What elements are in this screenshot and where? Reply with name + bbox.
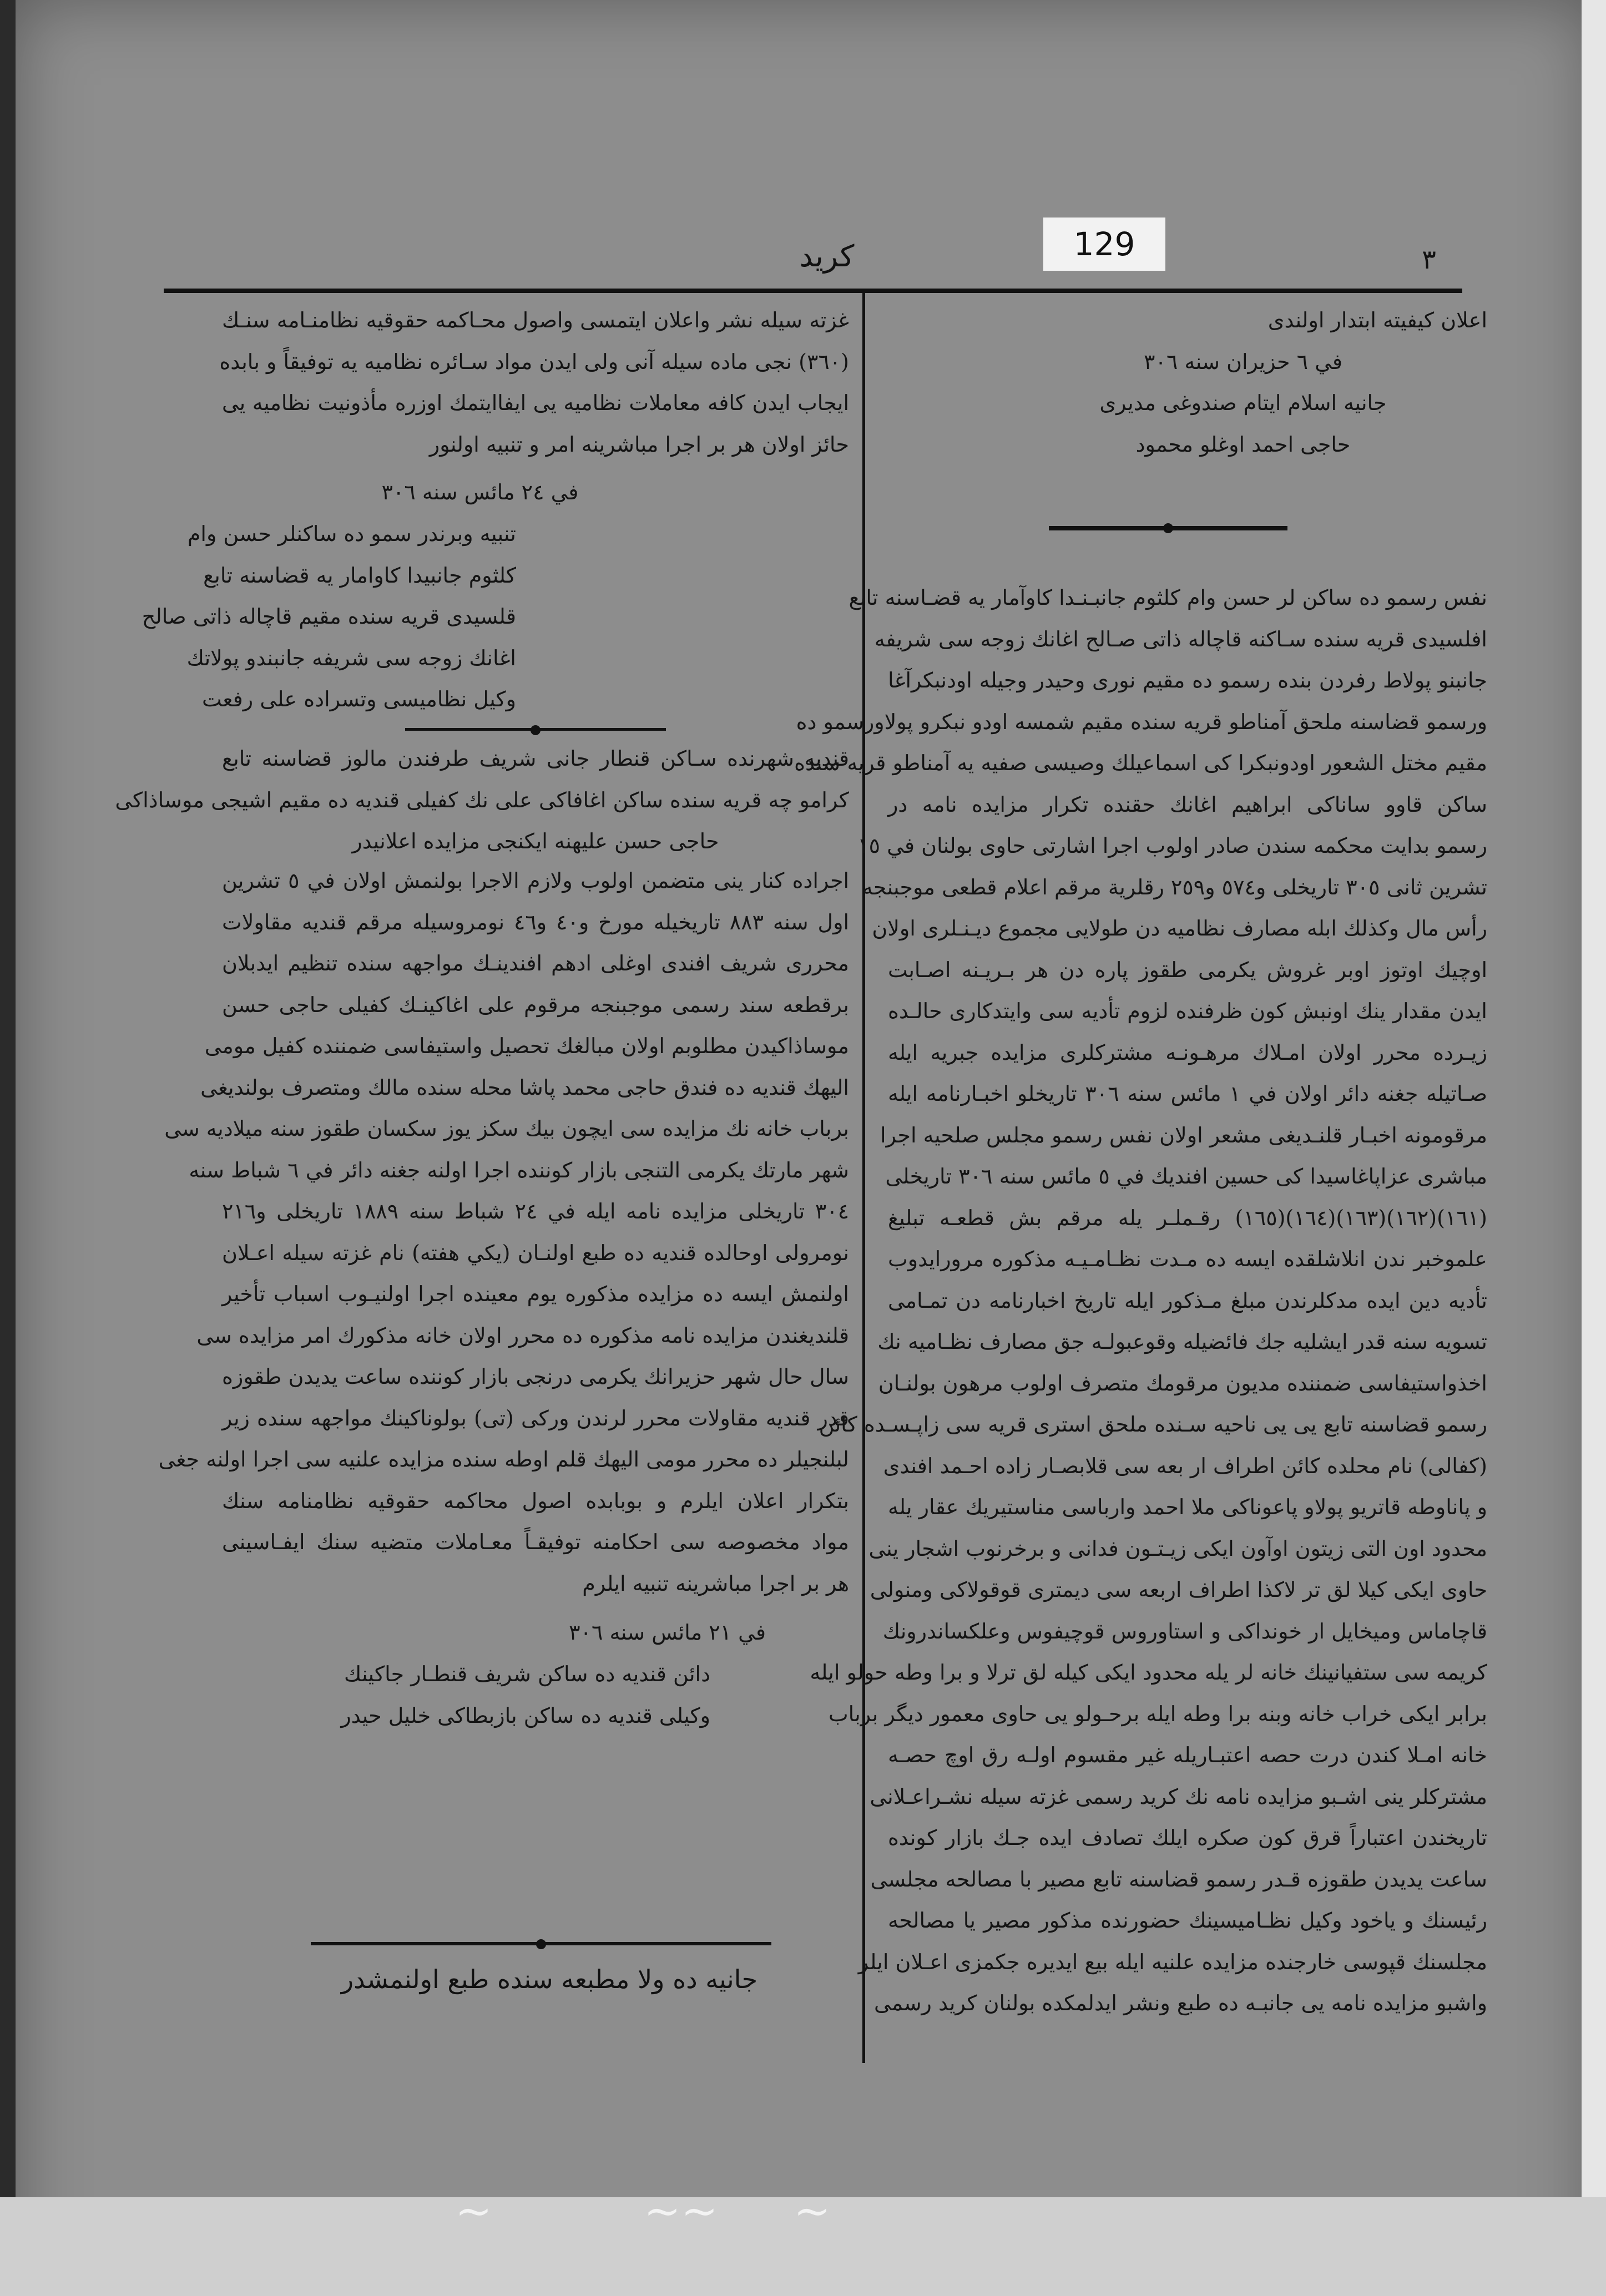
ornament-divider	[405, 728, 666, 731]
notice-title: اعلان كيفيته ابتدار اولندی	[1267, 308, 1487, 332]
text-line: تأديه دين ايده مدكلرندن مبلغ مـذكور ايله تاريخ اخبارنامه دن تمـامی	[888, 1288, 1487, 1313]
text-line: برقطعه سند رسمی موجبنجه مرقوم علی اغاكينـك كفيلی حاجی حسن	[222, 992, 849, 1017]
heading-line: كرامو چه قريه سنده ساكن اغافاكی علی نك كفيلی قنديه ده مقيم اشيجی موساذاكی	[115, 787, 849, 812]
scan-artifact: ~	[794, 2185, 831, 2237]
text-line: محدود اون التی زيتون اوآون ايكی زيـتـون فدانی و برخرنوب اشجار ينی	[868, 1536, 1487, 1561]
left-signatories	[142, 513, 849, 720]
scan-artifact: ~~	[644, 2185, 719, 2237]
text-line: مواد مخصوصه سی احكامنه توفيقـاً معـاملات متضيه سنك ايفـاسينی	[222, 1530, 849, 1554]
left-second-head	[115, 738, 849, 862]
text-line: و پاناوطه قاتريو پولاو پاعوناكی ملا احمد وارباسی مناستيريك عقار يله	[888, 1495, 1487, 1519]
notice-signer: حاجی احمد اوغلو محمود	[1135, 432, 1351, 457]
text-line: (١٦١)(١٦٢)(١٦٣)(١٦٤)(١٦٥) رقـملـر يله مرقم بش قطعـه تبليغ	[888, 1205, 1487, 1230]
printing-house-imprint: جانيه ده ولا مطبعه سنده طبع اولنمشدر	[341, 1964, 758, 1994]
header-rule	[164, 289, 1462, 293]
text-line: اولنمش ايسه ده مزايده مذكوره يوم معينده اجرا اولنيـوب اسباب تأخير	[222, 1282, 849, 1306]
text-line: اجراده كنار ينی متضمن اولوب ولازم الاجرا بولنمش اولان في ٥ تشرين	[222, 868, 850, 893]
text-line: اخذواستيفاسی ضمننده مديون مرقومك متصرف اولوب مرهون بولنـان	[878, 1370, 1487, 1395]
text-line: غزته سيله نشر واعلان ايتمسی واصول محـاكمه حقوقيه نظامنـامه سنـك	[222, 308, 849, 332]
text-line: رسمو بدايت محكمه سندن صادر اولوب اجرا اشارتی حاوی بولنان في ١٥	[857, 833, 1487, 858]
text-line: (كفالی) نام محلده كائن اطراف ار بعه سی قلابصـار زاده احـمد افندی	[883, 1453, 1487, 1478]
date-line: في ٢٤ مائس سنه ٣٠٦	[381, 480, 579, 504]
text-line: سال حال شهر حزيرانك يكرمی درنجی بازار كوننده ساعت يديدن طقوزه	[222, 1364, 849, 1389]
text-line: مقيم مختل الشعور اودونبكرا كی اسماعيلك وصيسی صفيه يه آمناطو قريه سنده	[794, 751, 1487, 775]
signatory-line: كلثوم جانبيدا كاوامار يه قضاسنه تابع	[203, 563, 516, 588]
text-line: ساكن قاوو ساناكی ابراهيم اغانك حقنده تكرار مزايده نامه در	[888, 792, 1487, 817]
signatory-line: قلسيدی قريه سنده مقيم قاچاله ذاتی صالح	[142, 604, 516, 629]
text-line: محرری شريف افندی اوغلی ادهم افندينـك مواجهه سنده تنظيم ايدبلان	[222, 951, 849, 975]
text-line: افلسيدی قريه سنده سـاكنه قاچاله ذاتی صـالح اغانك زوجه سی شريفه	[874, 626, 1487, 651]
text-line: برباب خانه نك مزايده سی ايچون بيك سكز يوز سكسان طقوز سنه ميلاديه سی	[164, 1116, 849, 1141]
right-notice-head	[888, 300, 1487, 465]
text-line: اوچيك اوتوز اوبر غروش يكرمی طقوز پاره دن هر بـريـنه اصـابت	[888, 957, 1487, 982]
left-bottom-signature	[222, 1653, 849, 1736]
text-line: رسمو قضاسنه تابع يی يی ناحيه سـنده ملحق استری قريه سی زاپـسـده كائن	[819, 1412, 1487, 1437]
text-line: مجلسنك قپوسی خارجنده مزايده علنيه ايله بيع ايديره جكمزی اعـلان ايلر	[858, 1949, 1487, 1974]
text-line: علموخبر ندن انلاشلقده ايسه ده مـدت نظـامـيـه مذكوره مرورايدوب	[888, 1247, 1487, 1271]
left-column-body	[158, 860, 850, 1604]
text-line: رئيسنك و ياخود وكيل نظـاميسينك حضورنده مذكور مصير يا مصالحه	[888, 1908, 1487, 1933]
text-line: (٣٦٠) نجی ماده سيله آنی ولی ايدن مواد سـائره نظاميه يه توفيقاً و بابده	[219, 349, 849, 374]
text-line: نومرولی اوحالده قنديه ده طبع اولنـان (يكي هفته) نام غزته سيله اعـلان	[222, 1240, 849, 1265]
heading-line: قنديه شهرنده سـاكن قنطار جانی شريف طرفندن مالوز قضاسنه تابع	[222, 746, 849, 771]
text-line: كريمه سی ستفيانينك خانه لر يله محدود ايكی كيله لق ترلا و برا وطه حولو ايله	[810, 1660, 1487, 1685]
text-line: ورسمو قضاسنه ملحق آمناطو قريه سنده مقيم شمسه اودو نبكرو پولاورسمو ده	[796, 709, 1487, 734]
text-line: جانبنو پولاط رفردن بنده رسمو ده مقيم نوری وحيدر وجيله اودنبكرآغا	[888, 668, 1487, 692]
text-line: تاريخندن اعتباراً قرق كون صكره ايلك تصادف ايده جـك بازار كونده	[888, 1825, 1487, 1850]
text-line: اليهك قنديه ده فندق حاجی محمد پاشا محله سنده مالك ومتصرف بولنديغی	[200, 1075, 849, 1100]
masthead-title: كريد	[799, 239, 855, 274]
signature-line: دائن قنديه ده ساكن شريف قنطـار جاكينك	[344, 1662, 710, 1686]
text-line: زيـرده محرر اولان امـلاك مرهـونـه مشتركلری مزايده جبريه ايله	[888, 1040, 1487, 1065]
page-edge	[1582, 0, 1606, 2296]
text-line: واشبو مزايده نامه يی جانبـه ده طبع ونشر ايدلمكده بولنان كريد رسمی	[874, 1991, 1487, 2015]
scan-artifact: ~	[455, 2185, 493, 2237]
text-line: ٣٠٤ تاريخلی مزايده نامه ايله في ٢٤ شباط سنه ١٨٨٩ تاريخلی و٢١٦	[222, 1199, 849, 1223]
date-line: في ٢١ مائس سنه ٣٠٦	[569, 1620, 766, 1645]
text-line: شهر مارتك يكرمی التنجی بازار كوننده اجرا اولنه جغنه دائر في ٦ شباط سنه	[189, 1157, 849, 1182]
text-line: تسويه سنه قدر ايشليه جك فائضيله وقوعبولـه جق مصارف نظـاميه نك	[877, 1329, 1487, 1354]
text-line: ايجاب ايدن كافه معاملات نظاميه يی ايفاايتمك اوزره مأذونيت نظاميه يی	[222, 391, 849, 415]
text-line: لبلنجيلر ده محرر مومی اليهك قلم اوطه سنده مزايده علنيه سی اجرا اولنه جغی	[158, 1447, 849, 1471]
left-bottom-date	[222, 1612, 849, 1653]
text-line: مرقومونه اخبـار قلنـديغی مشعر اولان نفس رسمو مجلس صلحيه اجرا	[880, 1122, 1487, 1147]
column-divider	[862, 293, 865, 2063]
signatory-line: تنبيه وبرندر سمو ده ساكنلر حسن وام	[187, 522, 516, 546]
text-line: نفس رسمو ده ساكن لر حسن وام كلثوم جانبـنـدا كاوآمار يه قضـاسنه تابع	[849, 585, 1487, 610]
left-top-date	[222, 472, 849, 513]
text-line: مشتركلر ينی اشـبو مزايده نامه نك كريد رسمی غزته سيله نشـراعـلانی	[870, 1784, 1487, 1809]
notice-office: جانيه اسلام ايتام صندوغی مديری	[1099, 391, 1387, 415]
text-line: قلنديغندن مزايده نامه مذكوره ده محرر اولان خانه مذكورك امر مزايده سی	[196, 1323, 849, 1348]
issue-number: ٣	[1422, 244, 1436, 275]
right-column-body	[794, 577, 1487, 2024]
text-line: تشرين ثانی ٣٠٥ تاريخلی و٥٧٤ و٢٥٩ رقلرية مرقم اعلام قطعی موجبنجه	[862, 874, 1487, 899]
text-line: قدر قنديه مقاولات محرر لرندن وركی (تی) بولوناكينك مواجهه سنده زير	[222, 1405, 849, 1430]
text-line: بتكرار اعلان ايلرم و بوبابده اصول محاكمه حقوقيه نظامنامه سنك	[222, 1488, 849, 1513]
text-line: حاوی ايكی كيلا لق تر لاكذا اطراف اربعه سی ديمتری قوقولاكی ومنولی	[870, 1577, 1487, 1602]
text-line: ساعت يدیدن طقوزه قـدر رسمو قضاسنه تابع مصير با مصالحه مجلسی	[870, 1867, 1487, 1892]
signatory-line: وكيل نظاميسی وتسراده علی رفعت	[202, 687, 516, 711]
ornament-divider	[1049, 526, 1287, 530]
text-line: برابر ايكی خراب خانه وبنه برا وطه ايله برحـولو يی حاوی معمور ديگر برباب	[828, 1701, 1487, 1726]
text-line: قاچاماس وميخايل ار خونداكی و استاوروس قوچيفوس وعلكساندرونك	[882, 1619, 1487, 1643]
text-line: هر بر اجرا مباشرينه تنبيه ايلرم	[582, 1571, 849, 1596]
left-column-top	[219, 300, 849, 465]
text-line: خانه امـلا كندن درت حصه اعتبـاريله غير مقسوم اولـه رق اوچ حصـه	[888, 1743, 1487, 1767]
signatory-line: اغانك زوجه سی شريفه جانبندو پولاتك	[186, 645, 516, 670]
text-line: حائز اولان هر بر اجرا مباشرينه امر و تنبيه اولنور	[429, 432, 849, 457]
heading-line: حاجی حسن عليهنه ايكنجی مزايده اعلانيدر	[352, 829, 719, 853]
signature-line: وكيلی قنديه ده ساكن بازبطاكی خليل حيدر	[341, 1703, 710, 1728]
notice-date: في ٦ حزيران سنه ٣٠٦	[1144, 349, 1342, 374]
text-line: رأس مال وكذلك ابله مصارف نظاميه دن طولايی مجموع ديـنـلری اولان	[872, 916, 1487, 940]
text-line: صـاتيله جغنه دائر اولان في ١ مائس سنه ٣٠٦ تاريخلو اخبـارنامه ايله	[888, 1081, 1487, 1106]
page-number-label: 129	[1043, 218, 1165, 271]
footer-ornament	[311, 1942, 771, 1945]
text-line: موساذاكيدن مطلوبم اولان مبالغك تحصيل واستيفاسی ضمننده كفيل مومی	[204, 1034, 849, 1058]
text-line: ايدن مقدار ينك اونبش كون ظرفنده لزوم تأديه سی وايتدكاری حالـده	[888, 999, 1487, 1023]
text-line: اول سنه ٨٨٣ تاريخيله مورخ و٤٠ و٤٦ نومروسيله مرقم قنديه مقاولات	[222, 909, 850, 934]
text-line: مباشری عزاپاغاسيدا كی حسين افنديك في ٥ مائس سنه ٣٠٦ تاريخلی	[885, 1164, 1487, 1189]
